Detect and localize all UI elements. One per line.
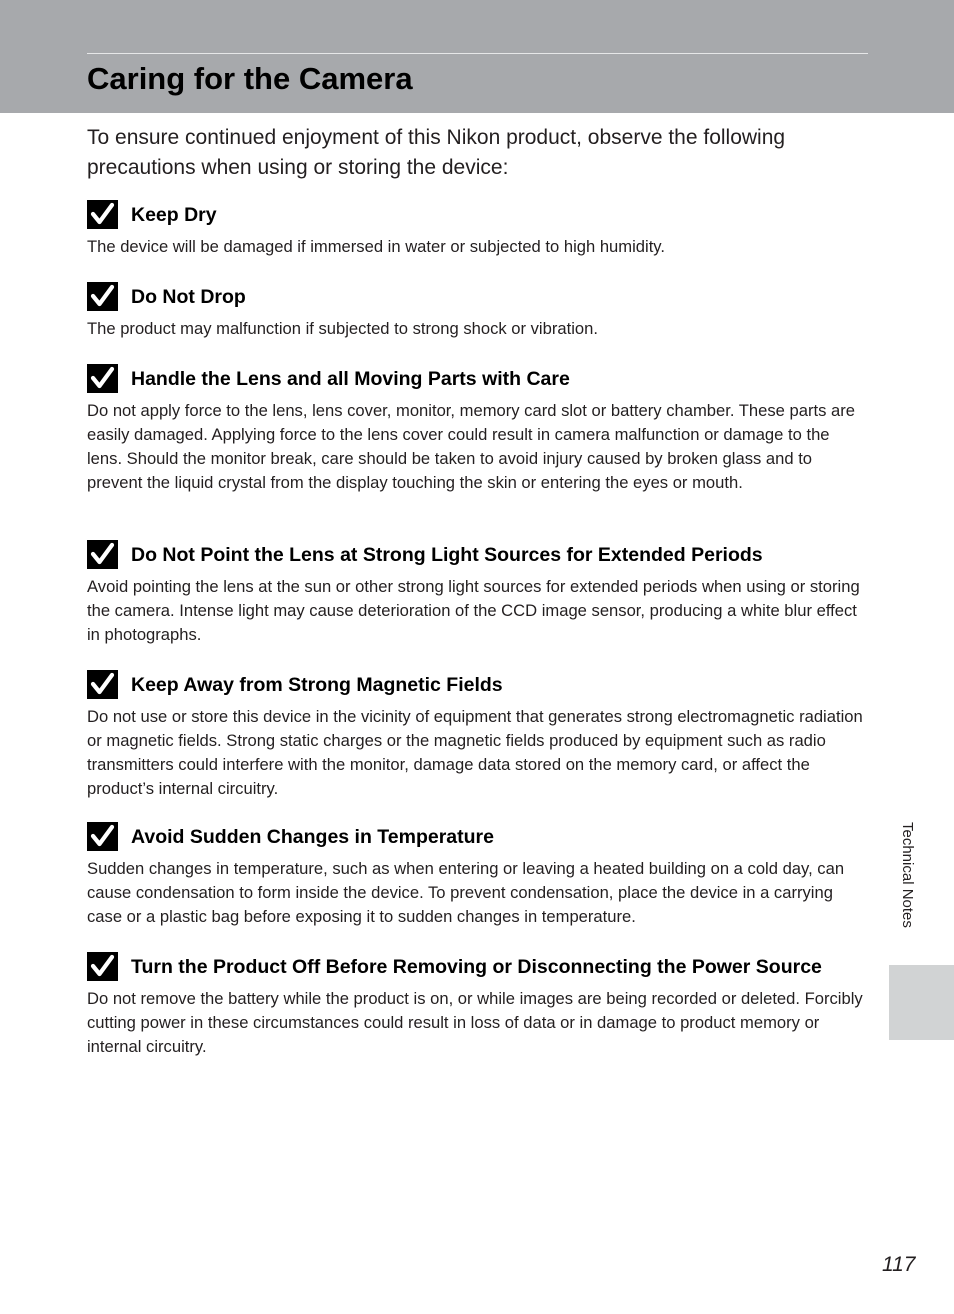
page-title: Caring for the Camera	[87, 61, 413, 96]
section-heading	[87, 668, 868, 705]
section-title: Handle the Lens and all Moving Parts with Care	[131, 368, 570, 390]
section-heading	[87, 820, 868, 857]
section-magnetic-fields	[87, 668, 868, 820]
section-strong-light	[87, 538, 868, 668]
section-temperature	[87, 820, 868, 950]
section-heading	[87, 362, 868, 399]
section-body: Do not apply force to the lens, lens cover, monitor, memory card slot or battery chamber. These parts are easily damaged. Applying force to the lens cover could result in camera malfunction or damage to the lens. Should the monitor break, care should be taken to avoid injury caused by broken glass and to prevent the liquid crystal from the display touching the skin or entering the eyes or mouth.	[87, 401, 855, 492]
section-body: The device will be damaged if immersed in water or subjected to high humidity.	[87, 237, 665, 256]
section-title: Do Not Drop	[131, 286, 246, 308]
header-rule	[87, 53, 868, 54]
section-power-source	[87, 950, 868, 1060]
check-mark-icon	[87, 282, 118, 311]
section-body: Do not use or store this device in the vicinity of equipment that generates strong electromagnetic radiation or magnetic fields. Strong static charges or the magnetic fields produced by equipment such as radio transmitters could interfere with the monitor, damage data stored on the memory card, or affect the product’s internal circuitry.	[87, 707, 863, 798]
section-heading	[87, 538, 868, 575]
section-title: Do Not Point the Lens at Strong Light Sources for Extended Periods	[131, 544, 763, 566]
section-heading	[87, 198, 868, 235]
section-handle-lens	[87, 362, 868, 538]
check-mark-icon	[87, 364, 118, 393]
check-mark-icon	[87, 822, 118, 851]
section-keep-dry	[87, 198, 868, 280]
section-title: Keep Away from Strong Magnetic Fields	[131, 674, 503, 696]
section-title: Avoid Sudden Changes in Temperature	[131, 826, 494, 848]
section-body: The product may malfunction if subjected to strong shock or vibration.	[87, 319, 598, 338]
intro-paragraph: To ensure continued enjoyment of this Nikon product, observe the following precautions when using or storing the device:	[87, 126, 786, 179]
page-number: 117	[882, 1253, 916, 1276]
side-tab	[889, 965, 954, 1040]
section-body: Sudden changes in temperature, such as when entering or leaving a heated building on a cold day, can cause condensation to form inside the device. To prevent condensation, place the device in a carrying case or a plastic bag before exposing it to sudden changes in temperature.	[87, 859, 845, 926]
section-heading	[87, 950, 868, 987]
check-mark-icon	[87, 952, 118, 981]
section-title: Keep Dry	[131, 204, 217, 226]
section-title: Turn the Product Off Before Removing or Disconnecting the Power Source	[131, 956, 822, 978]
section-body: Avoid pointing the lens at the sun or other strong light sources for extended periods when using or storing the camera. Intense light may cause deterioration of the CCD image sensor, producing a white blur effect in photographs.	[87, 577, 860, 644]
section-body: Do not remove the battery while the product is on, or while images are being recorded or deleted. Forcibly cutting power in these circumstances could result in loss of data or in damage to product memory or internal circuitry.	[87, 989, 863, 1056]
section-do-not-drop	[87, 280, 868, 362]
side-tab-label: Technical Notes	[899, 822, 916, 928]
check-mark-icon	[87, 200, 118, 229]
check-mark-icon	[87, 670, 118, 699]
precautions-list	[87, 198, 868, 1060]
section-heading	[87, 280, 868, 317]
check-mark-icon	[87, 540, 118, 569]
